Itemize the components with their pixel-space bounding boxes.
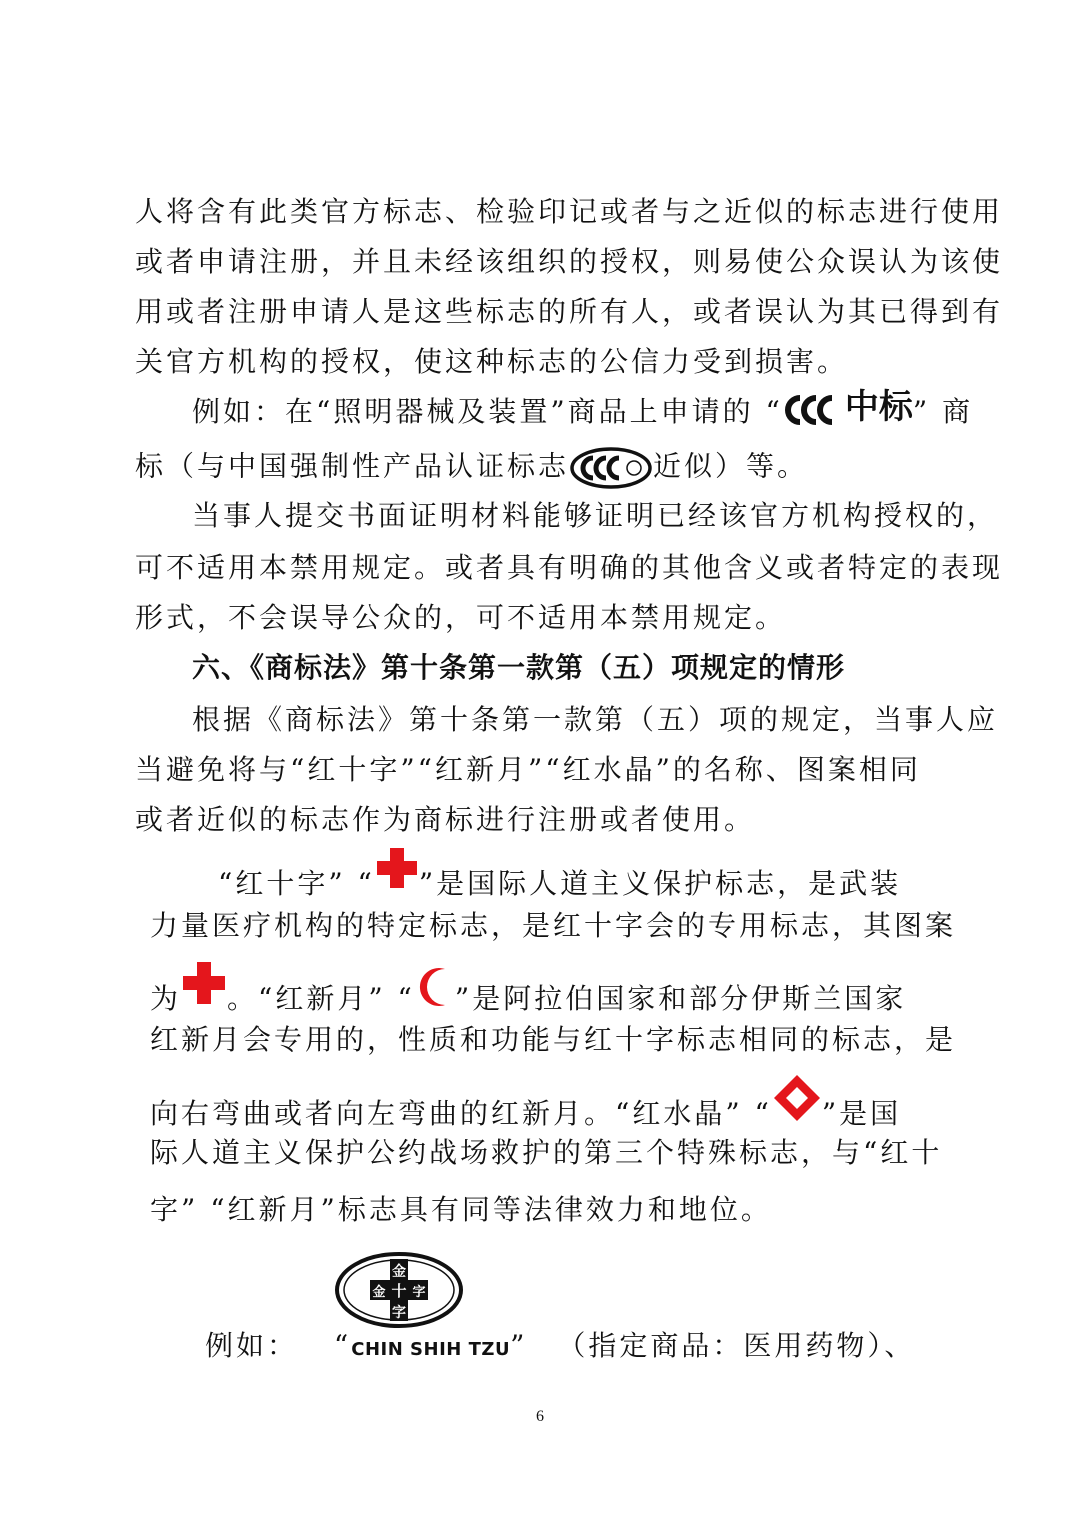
paragraph3-line3: 或者近似的标志作为商标进行注册或者使用。 [135,803,756,836]
chin-shih-tzu-name: CHIN SHIH TZU [351,1339,511,1360]
paragraph4-line7: 字” “红新月”标志具有同等法律效力和地位。 [150,1193,772,1226]
paragraph1-line3: 用或者注册申请人是这些标志的所有人，或者误认为其已得到有 [135,295,1004,328]
paragraph4-line1: “红十字” “ ”是国际人道主义保护标志，是武装 [218,858,901,913]
logo-char-center: 十 [391,1282,407,1300]
logo-char-left: 金 [372,1285,386,1300]
chin-shih-tzu-logo [333,1250,465,1330]
paragraph2-line2: 可不适用本禁用规定。或者具有明确的其他含义或者特定的表现 [135,551,1004,584]
example2-line: 例如： “CHIN SHIH TZU” （指定商品：医用药物）、 [205,1329,916,1362]
paragraph1-line4: 关官方机构的授权，使这种标志的公信力受到损害。 [135,345,849,378]
logo-char-top: 金 [392,1264,406,1280]
paragraph3-line2: 当避免将与“红十字”“红新月”“红水晶”的名称、图案相同 [135,753,921,786]
ccc-certification-mark [569,446,653,490]
logo-char-right: 字 [412,1285,426,1300]
paragraph4-line3: 为 。“红新月” “ ”是阿拉伯国家和部分伊斯兰国家 [150,972,906,1029]
section-heading: 六、《商标法》第十条第一款第（五）项规定的情形 [192,651,846,684]
example1-line2: 标（与中国强制性产品认证标志 近似）等。 [135,446,808,490]
zhongbiao-mark-text: 中标 [844,386,913,427]
paragraph4-line6: 际人道主义保护公约战场救护的第三个特殊标志，与“红十 [150,1136,943,1169]
paragraph2-line3: 形式，不会误导公众的，可不适用本禁用规定。 [135,601,787,634]
logo-char-bottom: 字 [392,1305,406,1321]
paragraph1-line2: 或者申请注册，并且未经该组织的授权，则易使公众误认为该使 [135,245,1004,278]
ccc-mark-icon [783,392,845,428]
paragraph4-line4: 红新月会专用的，性质和功能与红十字标志相同的标志，是 [150,1023,957,1056]
paragraph3-line1: 根据《商标法》第十条第一款第（五）项的规定，当事人应 [192,703,999,736]
red-cross-icon [181,960,227,1017]
paragraph1-line1: 人将含有此类官方标志、检验印记或者与之近似的标志进行使用 [135,195,1004,228]
red-crystal-icon [772,1073,822,1134]
ccc-zhongbiao-mark [783,387,913,429]
page-number: 6 [536,1408,544,1425]
red-crescent-icon [415,965,455,1020]
example2-goods: （指定商品：医用药物）、 [557,1329,916,1362]
paragraph2-line1: 当事人提交书面证明材料能够证明已经该官方机构授权的， [192,499,999,532]
paragraph4-line2: 力量医疗机构的特定标志，是红十字会的专用标志，其图案 [150,909,957,942]
example1-line1: 例如：在“照明器械及装置”商品上申请的 “ 中标” 商 [192,386,974,428]
paragraph4-line5: 向右弯曲或者向左弯曲的红新月。“红水晶” “ ”是国 [150,1085,901,1146]
example2-label: 例如： [205,1329,299,1362]
ccc-circle-icon [569,446,653,490]
red-cross-icon [375,846,419,901]
